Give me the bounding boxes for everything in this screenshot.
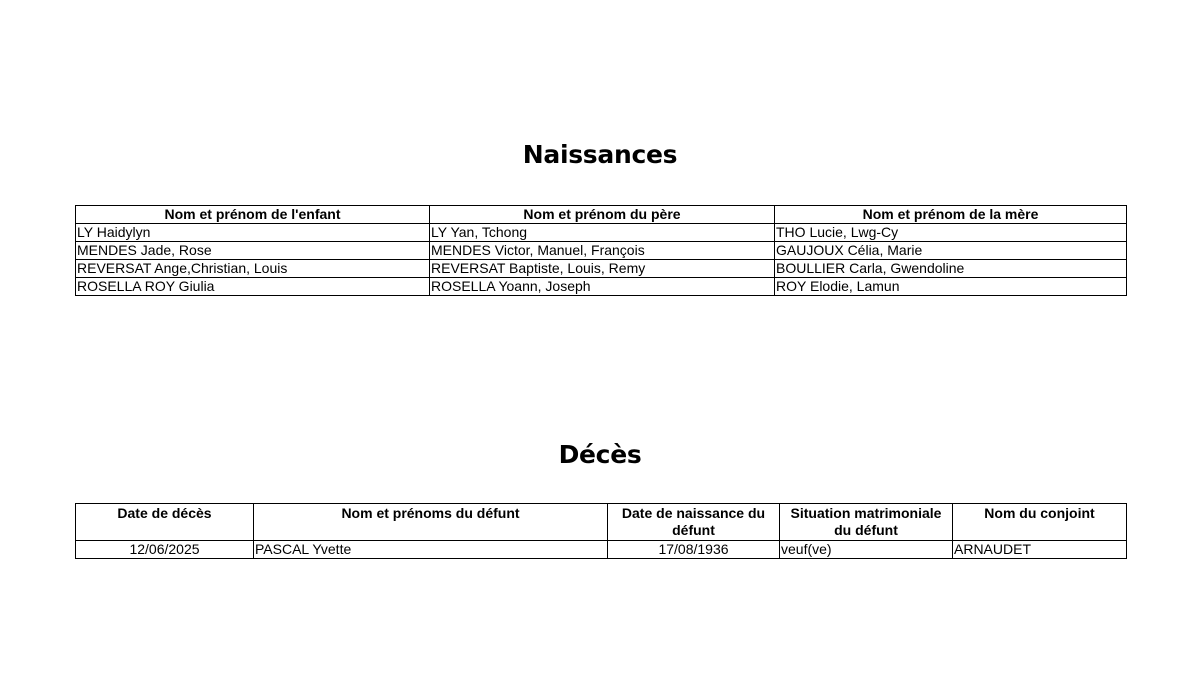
table-row bbox=[76, 278, 1127, 296]
father-name-cell: MENDES Victor, Manuel, François bbox=[430, 242, 775, 260]
child-name-cell: MENDES Jade, Rose bbox=[76, 242, 430, 260]
column-header-mother-name: Nom et prénom de la mère bbox=[775, 206, 1127, 224]
column-header-child-name: Nom et prénom de l'enfant bbox=[76, 206, 430, 224]
spouse-name-cell: ARNAUDET bbox=[953, 541, 1127, 559]
father-name-cell: LY Yan, Tchong bbox=[430, 224, 775, 242]
deceased-name-cell: PASCAL Yvette bbox=[254, 541, 608, 559]
birth-date-cell: 17/08/1936 bbox=[608, 541, 780, 559]
marital-status-cell: veuf(ve) bbox=[780, 541, 953, 559]
table-row bbox=[76, 260, 1127, 278]
child-name-cell: ROSELLA ROY Giulia bbox=[76, 278, 430, 296]
column-header-deceased-name: Nom et prénoms du défunt bbox=[254, 504, 608, 541]
section-title-naissances: Naissances bbox=[522, 140, 678, 169]
table-row bbox=[76, 242, 1127, 260]
table-header-row bbox=[76, 206, 1127, 224]
deaths-table bbox=[75, 503, 1127, 559]
mother-name-cell: GAUJOUX Célia, Marie bbox=[775, 242, 1127, 260]
column-header-death-date: Date de décès bbox=[76, 504, 254, 541]
column-header-marital-status: Situation matrimoniale du défunt bbox=[780, 504, 953, 541]
table-row bbox=[76, 224, 1127, 242]
table-row bbox=[76, 541, 1127, 559]
column-header-birth-date: Date de naissance du défunt bbox=[608, 504, 780, 541]
mother-name-cell: BOULLIER Carla, Gwendoline bbox=[775, 260, 1127, 278]
column-header-father-name: Nom et prénom du père bbox=[430, 206, 775, 224]
births-table bbox=[75, 205, 1127, 296]
mother-name-cell: THO Lucie, Lwg-Cy bbox=[775, 224, 1127, 242]
child-name-cell: REVERSAT Ange,Christian, Louis bbox=[76, 260, 430, 278]
child-name-cell: LY Haidylyn bbox=[76, 224, 430, 242]
death-date-cell: 12/06/2025 bbox=[76, 541, 254, 559]
section-title-deces: Décès bbox=[558, 440, 642, 469]
mother-name-cell: ROY Elodie, Lamun bbox=[775, 278, 1127, 296]
father-name-cell: REVERSAT Baptiste, Louis, Remy bbox=[430, 260, 775, 278]
father-name-cell: ROSELLA Yoann, Joseph bbox=[430, 278, 775, 296]
table-header-row bbox=[76, 504, 1127, 541]
column-header-spouse-name: Nom du conjoint bbox=[953, 504, 1127, 541]
